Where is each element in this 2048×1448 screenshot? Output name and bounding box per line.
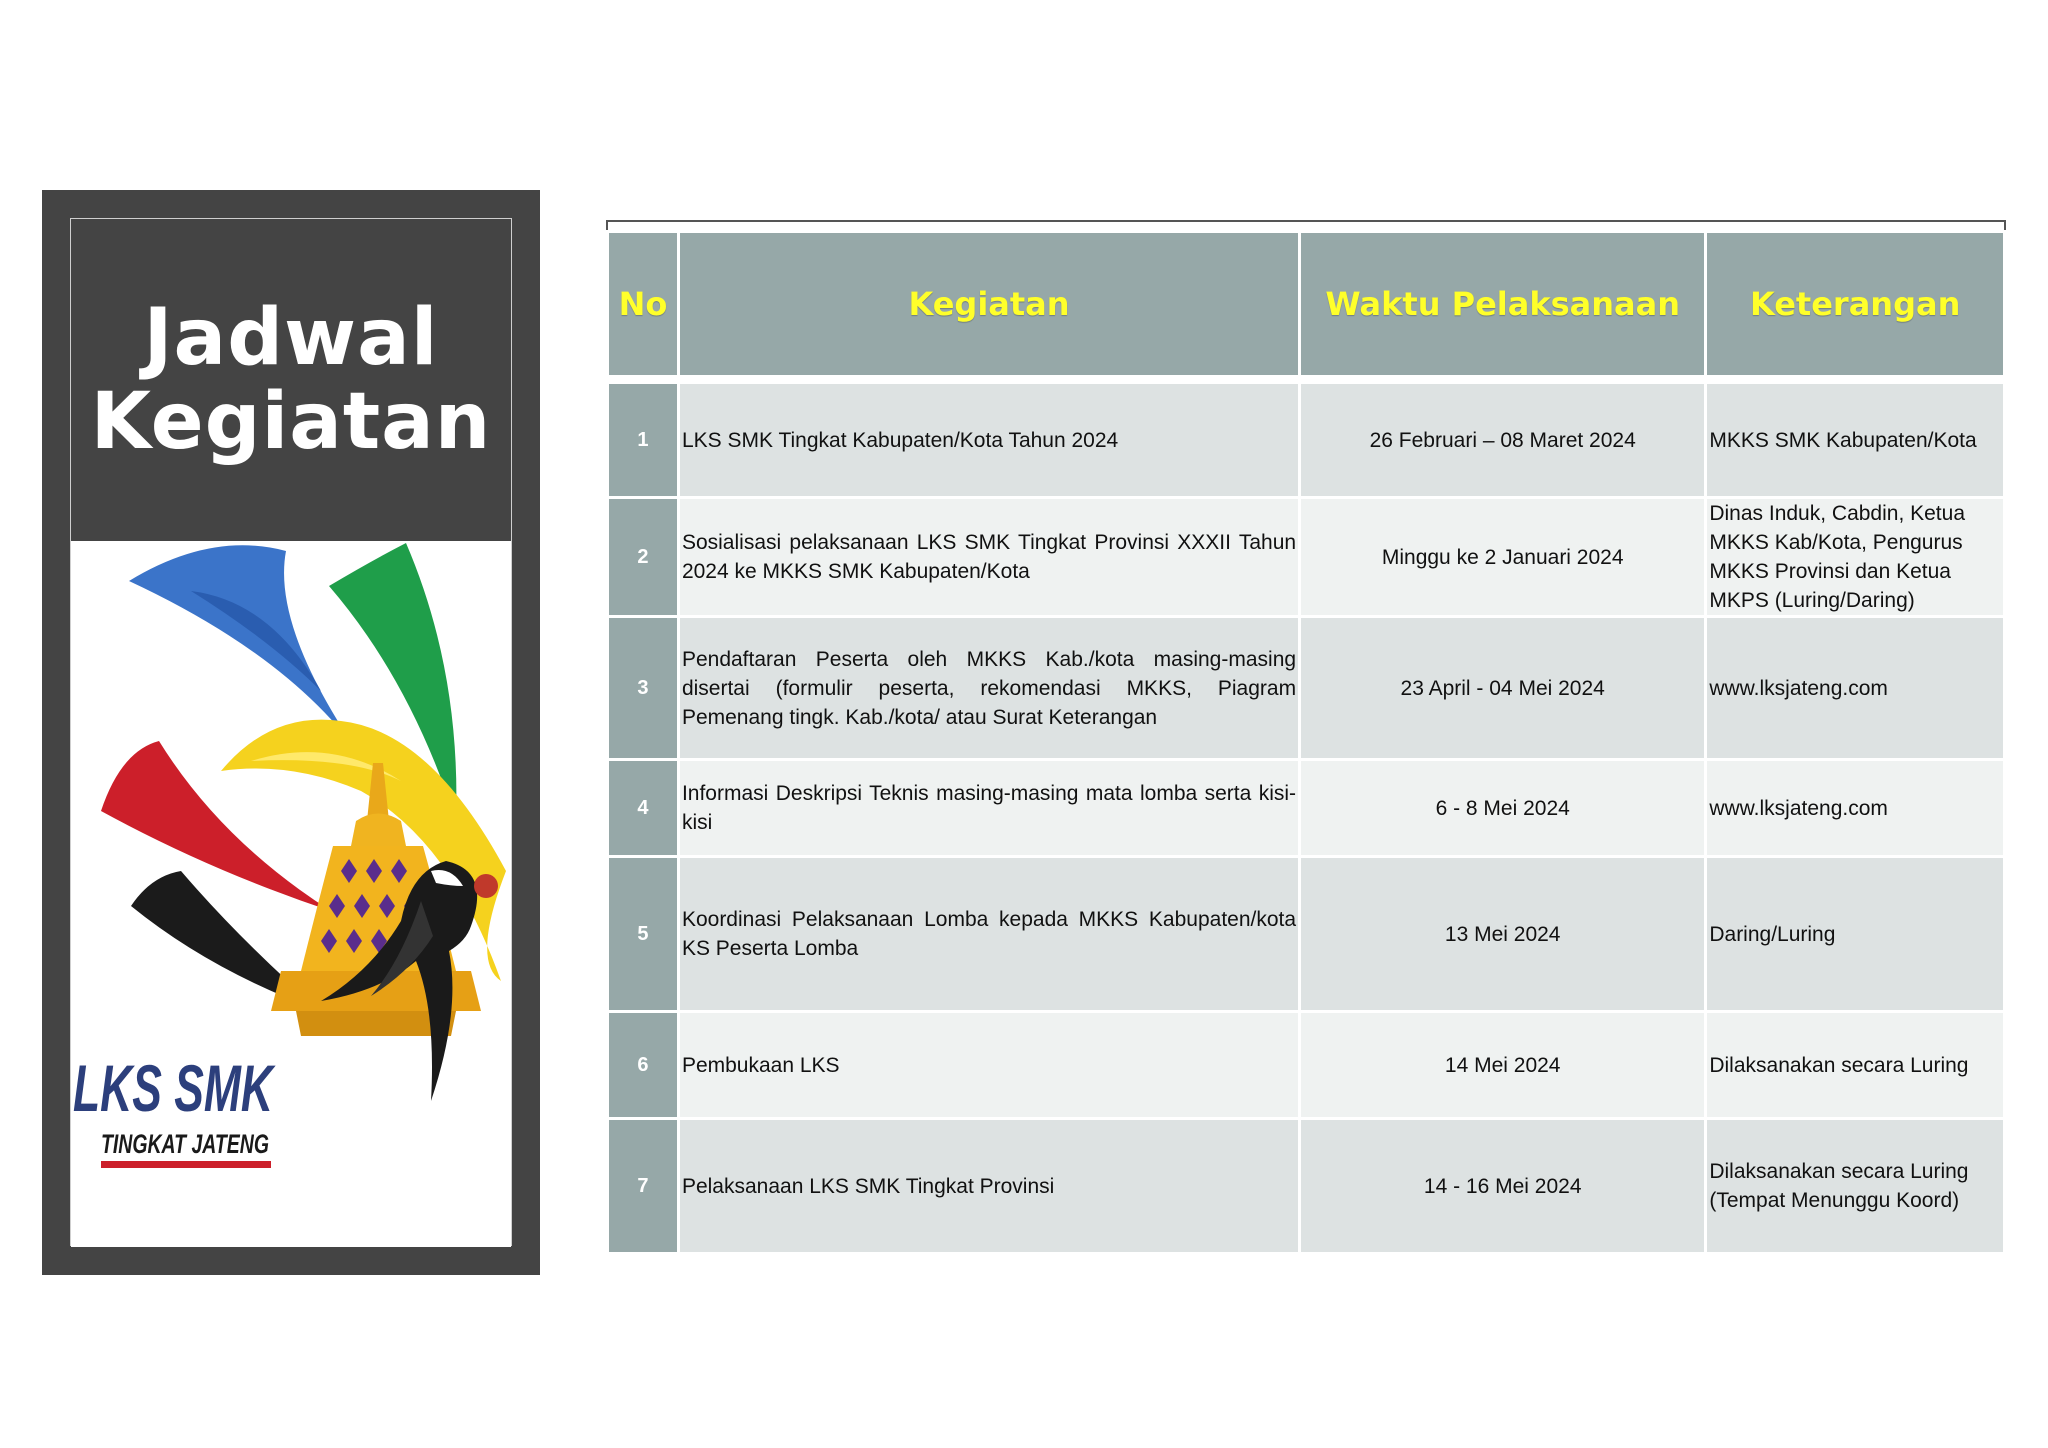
row-waktu: 26 Februari – 08 Maret 2024 [1301,384,1704,496]
lks-logo-graphic [71,541,511,1247]
header-no: No [609,233,677,375]
table-row [609,858,2003,1010]
table-row [609,1120,2003,1252]
lks-logo [71,541,511,1247]
logo-underline [101,1161,271,1168]
row-no: 7 [609,1120,677,1252]
row-keterangan: www.lksjateng.com [1707,761,2003,855]
row-no: 3 [609,618,677,758]
table-row [609,384,2003,496]
title-line-2: Kegiatan [90,377,492,467]
row-waktu: 23 April - 04 Mei 2024 [1301,618,1704,758]
table-row [609,618,2003,758]
row-waktu: 6 - 8 Mei 2024 [1301,761,1704,855]
logo-stupa-top [351,814,406,847]
row-no: 6 [609,1013,677,1117]
title-box [71,219,511,541]
table-row [609,1013,2003,1117]
row-kegiatan: Informasi Deskripsi Teknis masing-masing mata lomba serta kisi-kisi [680,761,1298,855]
row-no: 5 [609,858,677,1010]
schedule-table-wrap [606,220,2006,1255]
table-row [609,499,2003,615]
table-header-row [609,233,2003,375]
row-kegiatan: Koordinasi Pelaksanaan Lomba kepada MKKS Kabupaten/kota KS Peserta Lomba [680,858,1298,1010]
table-top-rule [606,222,2006,230]
row-waktu: 13 Mei 2024 [1301,858,1704,1010]
row-keterangan: Dinas Induk, Cabdin, Ketua MKKS Kab/Kota, Pengurus MKKS Provinsi dan Ketua MKPS (Luring/Daring) [1707,499,2003,615]
row-waktu: 14 Mei 2024 [1301,1013,1704,1117]
schedule-table [606,230,2006,1255]
row-no: 1 [609,384,677,496]
row-no: 2 [609,499,677,615]
row-keterangan: Dilaksanakan secara Luring (Tempat Menunggu Koord) [1707,1120,2003,1252]
row-kegiatan: Pelaksanaan LKS SMK Tingkat Provinsi [680,1120,1298,1252]
header-keterangan: Keterangan [1707,233,2003,375]
logo-text-sub: TINGKAT JATENG [101,1129,269,1159]
title-line-1: Jadwal [143,293,439,383]
table-row [609,761,2003,855]
row-kegiatan: LKS SMK Tingkat Kabupaten/Kota Tahun 2024 [680,384,1298,496]
row-keterangan: Daring/Luring [1707,858,2003,1010]
header-kegiatan: Kegiatan [680,233,1298,375]
row-kegiatan: Pembukaan LKS [680,1013,1298,1117]
title-panel-inner [70,218,512,1246]
title-panel [42,190,540,1275]
row-waktu: Minggu ke 2 Januari 2024 [1301,499,1704,615]
logo-text-main: LKS SMK [73,1051,276,1125]
row-kegiatan: Pendaftaran Peserta oleh MKKS Kab./kota masing-masing disertai (formulir peserta, rekomendasi MKKS, Piagram Pemenang tingk. Kab./kota/ atau Surat Keterangan [680,618,1298,758]
logo-swallow-head-red [474,874,498,898]
row-keterangan: MKKS SMK Kabupaten/Kota [1707,384,2003,496]
header-separator [609,378,2003,381]
header-waktu: Waktu Pelaksanaan [1301,233,1704,375]
row-keterangan: Dilaksanakan secara Luring [1707,1013,2003,1117]
row-keterangan: www.lksjateng.com [1707,618,2003,758]
row-kegiatan: Sosialisasi pelaksanaan LKS SMK Tingkat Provinsi XXXII Tahun 2024 ke MKKS SMK Kabupaten/Kota [680,499,1298,615]
row-waktu: 14 - 16 Mei 2024 [1301,1120,1704,1252]
row-no: 4 [609,761,677,855]
